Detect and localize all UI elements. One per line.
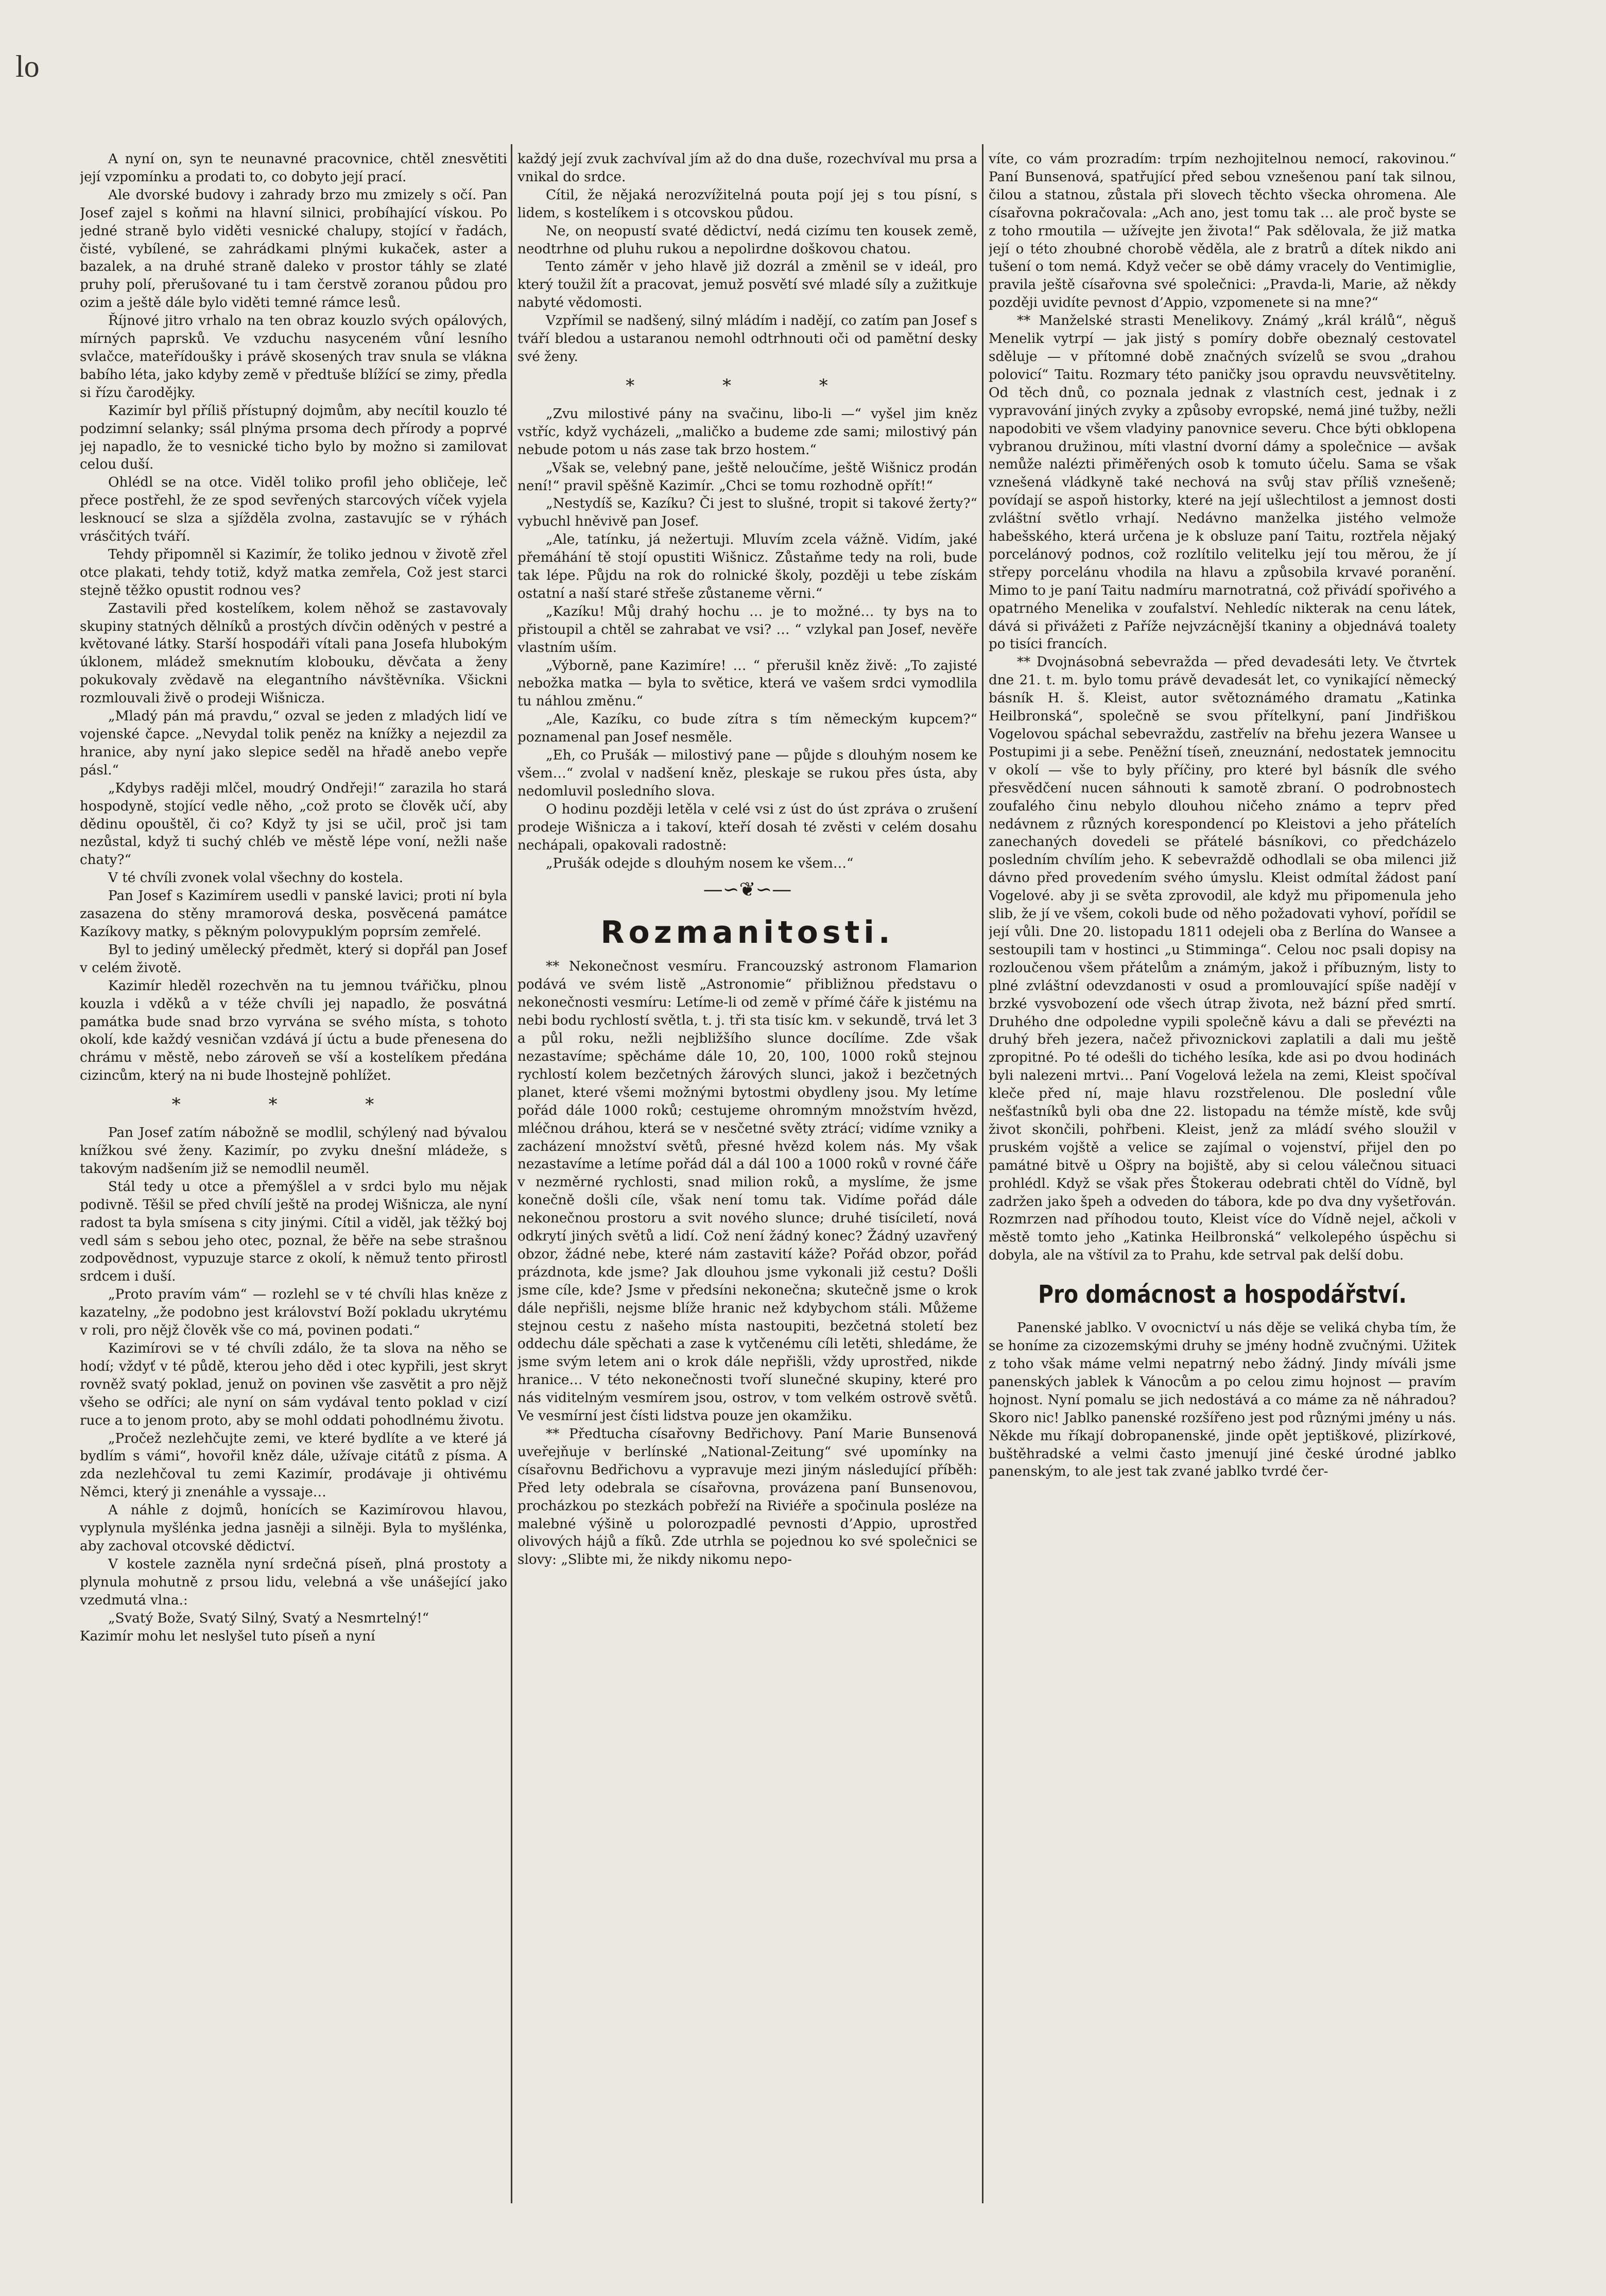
paragraph: O hodinu později letěla v celé vsi z úst do úst zpráva o zrušení prodeje Wišnicza a i takoví, kteří dosah té zvěsti v celém dosahu nechápali, opakovali radostně: xyxy=(517,801,977,853)
section-stars: * * * xyxy=(171,1094,416,1115)
paragraph: Tehdy připomněl si Kazimír, že toliko jednou v životě zřel otce plakati, tehdy totiž, když matka zemřela, Což jest starci stejně těžko opustit rodnou ves? xyxy=(80,546,507,598)
paragraph: „Však se, velebný pane, ještě neloučíme, ještě Wišnicz prodán není!“ pravil spěšně Kazimír. „Chci se tomu rozhodně opřít!“ xyxy=(517,460,977,494)
paragraph: A náhle z dojmů, honících se Kazimírovou hlavou, vyplynula myšlénka jedna jasněji a silněji. Byla to myšlénka, aby zachoval otcovské dědictví. xyxy=(80,1503,507,1554)
column-2 xyxy=(517,150,977,2203)
paragraph: víte, co vám prozradím: trpím nezhojitelnou nemocí, rakovinou.“ Paní Bunsenová, spatřující před sebou vznešenou paní tak silnou, čilou a statnou, zůstala při slovech těchto všecka ohromena. Ale císařovna pokračovala: „Ach ano, jest tomu tak … ale proč byste se z toho rmoutila — užívejte jen života!“ Pak sdělovala, že již matka její o této zhoubné chorobě věděla, ale z bratrů a dítek nikdo ani tušení o tom nemá. Když večer se obě dámy vracely do Ventimiglie, pravila ještě císařovna své společnici: „Pravda-li, Marie, až někdy později uvidíte pevnost d’Appio, vzpomenete si na mne?“ xyxy=(989,151,1456,311)
paragraph: každý její zvuk zachvíval jím až do dna duše, rozechvíval mu prsa a vnikal do srdce. xyxy=(517,151,977,185)
column-rule-right xyxy=(982,144,983,2203)
paragraph: Ne, on neopustí svaté dědictví, nedá cizímu ten kousek země, neodtrhne od pluhu rukou a nepolirdne doškovou chatou. xyxy=(517,223,977,257)
section-stars: * * * xyxy=(626,375,869,396)
paragraph: A nyní on, syn te neunavné pracovnice, chtěl znesvětiti její vzpomínku a prodati to, co dobyto její prací. xyxy=(80,151,507,185)
section-heading-rozmanitosti: Rozmanitosti. xyxy=(600,914,894,951)
paragraph: Byl to jediný umělecký předmět, který si dopřál pan Josef v celém životě. xyxy=(80,942,507,976)
paragraph: Pan Josef s Kazimírem usedli v panské lavici; proti ní byla zasazena do stěny mramorová deska, posvěcená památce Kazíkovy matky, s pěkným polovypuklým poprsím zemřelé. xyxy=(80,888,507,940)
paragraph: „Zvu milostivé pány na svačinu, libo-li —“ vyšel jim kněz vstříc, když vycházeli, „maličko a budeme zde sami; milostivý pán nebude potom u nás zase tak brzo hostem.“ xyxy=(517,406,977,458)
paragraph: „Pročež nezlehčujte zemi, ve které bydlíte a ve které já bydlím s vámi“, hovořil kněz dále, užívaje citátů z písma. A zda nezlehčoval tu zemi Kazimír, prodávaje ji ohtivému Němci, který ji znenáhle a vyssaje… xyxy=(80,1430,507,1500)
column-rule-left xyxy=(511,144,512,2203)
paragraph: „Nestydíš se, Kazíku? Či jest to slušné, tropit si takové žerty?“ vybuchl hněvivě pan Josef. xyxy=(517,496,977,530)
paragraph: V té chvíli zvonek volal všechny do kostela. xyxy=(108,870,404,886)
paragraph: ** Nekonečnost vesmíru. Francouzský astronom Flamarion podává ve svém listě „Astronomie“ přibližnou představu o nekonečnosti vesmíru: Letíme-li od země v přímé čáře k jistému na nebi bodu rychlostí světla, t. j. tři sta tisíc km. v sekundě, trvá let 3 a půl roku, nežli nejbližšího slunce docílíme. Zde však nezastavíme; spěcháme dále 10, 20, 100, 1000 roků stejnou rychlostí kolem bezčetných žárových slunci, jakož i bezčetných planet, které všemi možnými bytostmi obydleny jsou. My letíme pořád dále 1000 roků; cestujeme ohromným množstvím hvězd, mléčnou dráhou, která se v nesčetné světy ztrácí; vidíme vzniky a zacházení množství světů, přesné hvězd kolem nás. My však nezastavíme a letíme pořád dál a dál 100 a 1000 roků v rovné čáře v nezměrné rychlosti, snad milion roků, a myslíme, že jsme konečně došli cíle, však není tomu tak. Vidíme pořád dále nekonečnou prostoru a svit nového slunce; druhé tisíciletí, nová odkrytí jiných světů a lidí. Což není žádný konec? Žádný uzavřený obzor, žádné nebe, které nám zastavití káže? Pořád obzor, pořád prázdnota, kde jsme? Jak dlouhou jsme vykonali již cestu? Došli jsme cíle, kde? Jsme v předsíni nekonečna; skutečně jsme o krok dále nepřišli, nejsme blíže hranic než kdybychom stáli. Můžeme stejnou cestu z našeho místa nastoupiti, bezčetná století bez oddechu dále spěchati a zase k vytčenému cíli letěti, shledáme, že jsme svým letem ani o krok dále nepřišli, vždy uprostřed, nikde hranice… V této nekonečnosti tvoří slunečné skupiny, které pro nás viditelným vesmírem jsou, ostrov, v tom velkém ostrově světů. Ve vesmírní jest čísti lidstva pouze jen okamžiku. xyxy=(517,959,977,1424)
paragraph: „Kazíku! Můj drahý hochu … je to možné… ty bys na to přistoupil a chtěl se zahrabat ve vsi? … “ vzlykal pan Josef, nevěře vlastním uším. xyxy=(517,603,977,655)
paragraph: Říjnové jitro vrhalo na ten obraz kouzlo svých opálových, mírných paprsků. Ve vzduchu nasyceném vůní lesního svlačce, mateřídoušky i právě skosených trav snula se vlákna babího léta, jako kdyby země v předtuše blížící se zimy, předla si řízu čarodějky. xyxy=(80,313,507,401)
paragraph: Vzpřímil se nadšený, silný mládím i nadějí, co zatím pan Josef s tváří bledou a ustaranou nemohl odtrhnouti oči od pamětní desky své ženy. xyxy=(517,313,977,365)
paragraph: Pan Josef zatím nábožně se modlil, schýlený nad bývalou knížkou své ženy. Kazimír, po zvyku dnešní mládeže, s takovým nadšením již se nemodlil neuměl. xyxy=(80,1125,507,1177)
column-3 xyxy=(989,150,1456,2203)
paragraph: Cítil, že nějaká nerozvížitelná pouta pojí jej s tou písní, s lidem, s kostelíkem i s otcovskou půdou. xyxy=(517,187,977,221)
paragraph: Kazimír byl příliš přístupný dojmům, aby necítil kouzlo té podzimní selanky; ssál plnýma prsoma dech přírody a poprvé jej napadlo, že to vesnické ticho bylo by možno si zamilovat celou duší. xyxy=(80,403,507,473)
paragraph: „Ale, tatínku, já nežertuji. Mluvím zcela vážně. Vidím, jaké přemáhání tě stojí opustiti Wišnicz. Zůstaňme tedy na roli, bude tak lépe. Půjdu na rok do rolnické školy, později u tebe získám ostatní a naší staré střeše zůstaneme věrni.“ xyxy=(517,532,977,601)
paragraph: „Svatý Bože, Svatý Silný, Svatý a Nesmrtelný!“ xyxy=(108,1610,429,1626)
paragraph: Kazimír hleděl rozechvěn na tu jemnou tvářičku, plnou kouzla i vděků a v téže chvíli jej napadlo, že posvátná památka bude snad brzo vyrvána se svého místa, s tohoto okolí, kde každý vesničan vzdává jí úctu a bude přenesena do chrámu v městě, nebo zároveň se vší a kostelíkem předána cizincům, který na ni bude lhostejně pohlížet. xyxy=(80,978,507,1084)
column-1 xyxy=(80,150,507,2203)
paragraph: „Mladý pán má pravdu,“ ozval se jeden z mladých lidí ve vojenské čapce. „Nevydal tolik peněz na knížky a nejezdil za hranice, aby nyní jako slepice seděl na hřadě anebo vepře pásl.“ xyxy=(80,709,507,778)
paragraph: ** Předtucha císařovny Bedřichovy. Paní Marie Bunsenová uveřejňuje v berlínské „National-Zeitung“ své upomínky na císařovnu Bedřichovu a vypravuje mezi jiným následující příběh: Před lety odebrala se císařovna, provázena paní Bunsenovou, procházkou po stezkách pobřeží na Riviéře a spočinula posléze na malebné výšině u polorozpadlé pevnosti d’Appio, uprostřed olivových hájů a fíků. Zde utrhla se pojednou ko své společnici se slovy: „Slibte mi, že nikdy nikomu nepo- xyxy=(517,1426,977,1568)
flourish-divider: —∽❦∽— xyxy=(703,878,792,901)
paragraph: „Kdybys raději mlčel, moudrý Ondřeji!“ zarazila ho stará hospodyně, stojící vedle něho, „což proto se člověk učí, aby dědinu opouštěl, či co? Když ty jsi se učil, proč jsi tam nezůstal, když ti suchý chléb ve městě lépe voní, nežli naše chaty?“ xyxy=(80,780,507,868)
paragraph: „Proto pravím vám“ — rozlehl se v té chvíli hlas kněze z kazatelny, „že podobno jest království Boží pokladu ukrytému v roli, pro nějž člověk vše co má, povinen podati.“ xyxy=(80,1287,507,1339)
paragraph: Kazimírovi se v té chvíli zdálo, že ta slova na něho se hodí; vždyť v té půdě, kterou jeho děd i otec kypřili, jest skryt rovněž svatý poklad, jenuž on povinen vše zasvětit a pro nějž všeho se odříci; ale nyní on sám vydával tento poklad v cizí ruce a to jenom proto, aby se mohl oddati pohodlnému životu. xyxy=(80,1341,507,1428)
paragraph: ** Manželské strasti Menelikovy. Známý „král králů“, něguš Menelik vytrpí — jak jistý s pomíry dobře obeznalý cestovatel sděluje — v přítomné době značných svízelů se svou „drahou polovicí“ Taitu. Rozmary této paničky jsou opravdu neuvsvětitelny. Od těch dnů, co poznala jednak z vlastních cest, jednak i z vypravování jiných zvyky a způsoby evropské, nemá jiné tužby, nežli napodobiti ve všem vladyiny panovnice severu. Chce býti obklopena vybranou družinou, míti vlastní dvorní dámy a společnice — avšak nemůže nalézti přiměřených osob k tomuto účelu. Sama se však vznešená vládkyně také nechová na svůj stav příliš vznešeně; povídají se aspoň historky, které na její ušlechtilost a jemnost dosti zvláštní světlo vrhají. Nedávno manželka jistého velmože habešského, která určena je k obsluze paní Taitu, roztřela nějaký porcelánový podnos, což rozlítilo velitelku její tou měrou, že jí střepy porcelánu vhodila na hlavu a způsobila krvavé poranění. Mimo to je paní Taitu nadmíru marnotratná, což přivádí spořivého a opatrného Menelika v zoufalství. Nehledíc nikterak na cenu látek, dává si přivážeti z Paříže nejvzácnější tkaniny a objednává toalety po tisíci francích. xyxy=(989,313,1456,652)
paragraph: „Výborně, pane Kazimíre! … “ přerušil kněz živě: „To zajisté nebožka matka — byla to světice, která ve vašem srdci vymodlila tu náhlou změnu.“ xyxy=(517,658,977,710)
paragraph: Tento záměr v jeho hlavě již dozrál a změnil se v ideál, pro který toužil žít a pracovat, jemuž posvětí své mladé síly a zužitkuje nabyté vědomosti. xyxy=(517,259,977,311)
paragraph: V kostele zazněla nyní srdečná píseň, plná prostoty a plynula mohutně z prsou lidu, velebná a vše unášející jako vzedmutá vlna.: xyxy=(80,1556,507,1608)
paragraph: Kazimír mohu let neslyšel tuto píseň a nyní xyxy=(80,1628,375,1644)
page-mark: lo xyxy=(15,49,40,83)
paragraph: Ale dvorské budovy i zahrady brzo mu zmizely s očí. Pan Josef zajel s koňmi na hlavní silnici, probíhající vískou. Po jedné straně bylo viděti vesnické chalupy, stojící v řadách, čisté, vybílené, se zahrádkami plnými kukaček, aster a bazalek, a na druhé straně daleko v prostor táhly se zlaté pruhy polí, přerušované tu i tam čerstvě zoranou půdou pro ozim a ještě dále bylo viděti temné rámce lesů. xyxy=(80,187,507,311)
paragraph: Ohlédl se na otce. Viděl toliko profil jeho obličeje, leč přece postřehl, že ze spod sevřených starcových víček vyjela lesknoucí se slza a sjížděla zvolna, zastavujíc se v rýhách vrásčitých tváří. xyxy=(80,475,507,545)
paragraph: „Eh, co Prušák — milostivý pane — půjde s dlouhým nosem ke všem…“ zvolal v nadšení kněz, pleskaje se rukou přes ústa, aby nedomluvil posledního slova. xyxy=(517,748,977,799)
paragraph: Panenské jablko. V ovocnictví u nás děje se veliká chyba tím, že se honíme za cizozemskými druhy se jmény hodně zvučnými. Užitek z toho však máme velmi nepatrný nebo žádný. Jindy míváli jsme panenských jablek k Vánocům a po celou zimu hojnost — pravím hojnost. Nyní pomalu se jich nedostává a co máme za ně náhradou? Skoro nic! Jablko panenské rozšířeno jest pod různými jmény u nás. Někde mu říkají dobropanenské, jinde opět jeptiškové, plizírkové, buštěhradské a velmi často jmenují jiné české úrodné jablko panenským, to ale jest tak zvané jablko tvrdé čer- xyxy=(989,1320,1456,1480)
paragraph: ** Dvojnásobná sebevražda — před devadesáti lety. Ve čtvrtek dne 21. t. m. bylo tomu právě devadesát let, co vynikající německý básník H. š. Kleist, autor světoznámého dramatu „Katinka Heilbronská“, společně se svou přítelkyní, paní Jindřiškou Vogelovou spáchal sebevraždu, zastřelív na břehu jezera Wansee u Postupimi ji a sebe. Peněžní tíseň, zneuznání, nedostatek jemnocitu v okolí — vše to byly příčiny, pro které byl básník dle svého přesvědčení nucen sáhnouti k samotě zbraní. O podrobnostech zoufalého činu nebylo dlouhou ničeho známo a teprv před nedávnem z různých korespondencí po Kleistovi a jeho přátelích zanechaných dovedeli se přátelé básníkovi, co předcházelo posledním chvílím jeho. K sebevraždě odhodlali se oba milenci již dávno před provedením svého úmyslu. Kleist odmítal žádost paní Vogelové. aby ji se světa zprovodil, ale když mu připomenula jeho slib, že jí ve všem, cokoli bude od něho požadovati vyhoví, pořídil se její vůli. Dne 20. listopadu 1811 odejeli oba z Berlína do Wansee a sestoupili tam v hostinci „u Stimminga“. Celou noc psali dopisy na rozloučenou všem přátelům a známým, jakož i příbuzným, listy to plné zvláštní odevzdanosti v osud a promlouvající spíše nadějí v brzké vysvobození ode všech útrap života, než bázní před smrtí. Druhého dne odpoledne vypili společně kávu a dali se převézti na druhý břeh jezera, načež přivoznickovi zaplatili a dali mu ještě zpropitné. Po té odešli do tichého lesíka, kde asi po dvou hodinách byli nalezeni mrtvi… Paní Vogelová ležela na zemi, Kleist spočíval kleče před ní, maje hlavu rozstřelenou. Dle poslední vůle nešťastníků byli oba dne 22. listopadu na témže místě, kde svůj život skončili, pohřbeni. Kleist, jenž za mládí svého sloužil v pruském vojště a velice se zajímal o vojenství, přijel den po památné bitvě u Ošpry na bojiště, aby si celou válečnou situaci prohlédl. Když se však přes Štokerau odebrati chtěl do Vídně, byl zadržen jako špeh a odveden do tábora, kde po dva dny vyšetřován. Rozmrzen nad příhodou touto, Kleist více do Vídně nejel, ačkoli v městě tomto jeho „Katinka Heilbronská“ velkolepého úspěchu si dobyla, ale na vštívil za to Prahu, kde setrval pak delší dobu. xyxy=(989,654,1456,1264)
paragraph: „Prušák odejde s dlouhým nosem ke všem…“ xyxy=(546,855,854,871)
paragraph: „Ale, Kazíku, co bude zítra s tím německým kupcem?“ poznamenal pan Josef nesměle. xyxy=(517,712,977,746)
paragraph: Stál tedy u otce a přemýšlel a v srdci bylo mu nějak podivně. Těšil se před chvílí ještě na prodej Wišnicza, ale nyní radost ta byla smísena s city jinými. Cítil a viděl, jak těžký boj vedl sám s sebou jeho otec, poznal, že běře na sebe strašnou zodpovědnost, vypuzuje starce z okolí, k němuž tento přirostl srdcem i duší. xyxy=(80,1179,507,1285)
paragraph: Zastavili před kostelíkem, kolem něhož se zastavovaly skupiny statných dělníků a prostých dívčin oděných v pestré a květované látky. Starší hospodáři vítali pana Josefa hlubokým úklonem, mládež smeknutím klobouku, děvčata a ženy pokukovaly zvědavě na elegantního návštěvníka. Všickni rozmlouvali živě o prodeji Wišnicza. xyxy=(80,600,507,706)
section-heading-domacnost: Pro domácnost a hospodářství. xyxy=(1038,1280,1407,1309)
